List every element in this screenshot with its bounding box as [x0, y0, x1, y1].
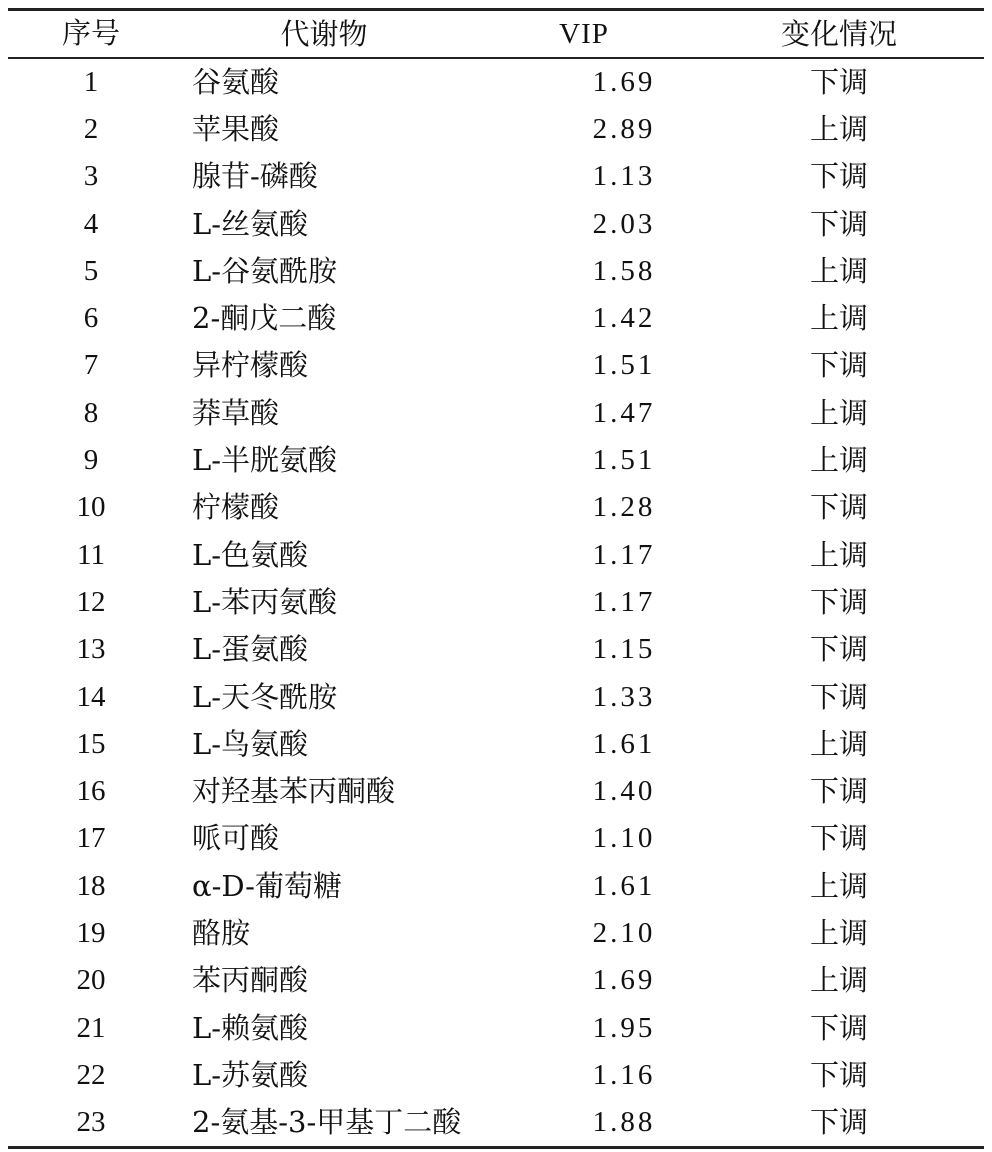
table-row: [8, 626, 984, 673]
cell-index: 17: [76, 822, 106, 855]
header-index: 序号: [61, 17, 120, 50]
cell-vip: 1.69: [592, 964, 656, 997]
cell-vip: 1.42: [592, 302, 656, 335]
cell-vip: 1.15: [592, 633, 656, 666]
table-row: [8, 484, 984, 531]
cell-change: 上调: [809, 111, 868, 146]
table-row: [8, 531, 984, 578]
cell-index: 7: [83, 349, 99, 382]
cell-metabolite: L-苏氨酸: [192, 1057, 309, 1092]
cell-change: 下调: [809, 1010, 868, 1045]
cell-index: 1: [83, 65, 99, 98]
cell-change: 下调: [809, 679, 868, 714]
cell-metabolite: 谷氨酸: [192, 64, 280, 99]
cell-metabolite: 莽草酸: [192, 395, 280, 430]
cell-change: 上调: [809, 726, 868, 761]
header-change: 变化情况: [780, 16, 897, 51]
table-row: [8, 579, 984, 626]
cell-change: 下调: [809, 348, 868, 383]
cell-change: 上调: [809, 301, 868, 336]
cell-index: 19: [76, 916, 106, 949]
table-row: [8, 200, 984, 247]
cell-metabolite: 苹果酸: [192, 111, 280, 146]
cell-vip: 1.17: [592, 585, 656, 618]
cell-change: 下调: [809, 1105, 868, 1140]
cell-vip: 1.69: [592, 65, 656, 98]
cell-index: 20: [76, 964, 106, 997]
cell-metabolite: 2-氨基-3-甲基丁二酸: [192, 1105, 462, 1140]
cell-metabolite: 对羟基苯丙酮酸: [192, 774, 396, 809]
table-row: [8, 390, 984, 437]
cell-index: 2: [83, 112, 99, 145]
cell-vip: 1.47: [592, 396, 656, 429]
cell-metabolite: L-赖氨酸: [192, 1010, 309, 1045]
cell-change: 下调: [809, 206, 868, 241]
table-row: [8, 768, 984, 815]
table-row: [8, 673, 984, 720]
cell-vip: 1.88: [592, 1106, 656, 1139]
table-row: [8, 106, 984, 153]
table-row: [8, 910, 984, 957]
cell-vip: 2.89: [592, 112, 656, 145]
cell-change: 上调: [809, 537, 868, 572]
cell-metabolite: 腺苷-磷酸: [192, 159, 318, 194]
cell-metabolite: L-色氨酸: [192, 537, 309, 572]
cell-metabolite: 哌可酸: [192, 821, 280, 856]
cell-vip: 1.10: [592, 822, 656, 855]
cell-change: 下调: [809, 632, 868, 667]
table-row: [8, 1004, 984, 1051]
cell-index: 22: [76, 1058, 106, 1091]
table-header-row: [8, 11, 984, 57]
cell-metabolite: 苯丙酮酸: [192, 963, 309, 998]
table-row: [8, 295, 984, 342]
cell-index: 21: [76, 1011, 106, 1044]
cell-metabolite: α-D-葡萄糖: [192, 868, 342, 903]
cell-vip: 1.16: [592, 1058, 656, 1091]
table-row: [8, 1052, 984, 1099]
cell-index: 15: [76, 727, 106, 760]
cell-metabolite: L-半胱氨酸: [192, 443, 338, 478]
cell-vip: 2.10: [592, 916, 656, 949]
cell-change: 下调: [809, 584, 868, 619]
cell-index: 23: [76, 1106, 106, 1139]
cell-index: 16: [76, 775, 106, 808]
header-vip: VIP: [559, 17, 609, 50]
cell-change: 下调: [809, 821, 868, 856]
cell-change: 上调: [809, 253, 868, 288]
cell-vip: 1.61: [592, 727, 656, 760]
table-bottom-rule: [8, 1146, 984, 1149]
cell-metabolite: L-鸟氨酸: [192, 726, 309, 761]
cell-index: 5: [83, 254, 99, 287]
cell-change: 下调: [809, 1057, 868, 1092]
cell-change: 下调: [809, 774, 868, 809]
metabolite-table: [8, 8, 984, 1149]
table-row: [8, 815, 984, 862]
cell-change: 下调: [809, 64, 868, 99]
cell-index: 3: [83, 160, 99, 193]
cell-vip: 1.33: [592, 680, 656, 713]
cell-change: 上调: [809, 443, 868, 478]
cell-metabolite: 柠檬酸: [192, 490, 280, 525]
cell-vip: 1.95: [592, 1011, 656, 1044]
header-name: 代谢物: [280, 16, 368, 51]
cell-change: 上调: [809, 395, 868, 430]
cell-metabolite: L-苯丙氨酸: [192, 584, 338, 619]
cell-vip: 1.61: [592, 869, 656, 902]
cell-index: 9: [83, 444, 99, 477]
cell-vip: 1.51: [592, 444, 656, 477]
cell-index: 6: [83, 302, 99, 335]
cell-change: 上调: [809, 868, 868, 903]
table-row: [8, 342, 984, 389]
table-row: [8, 1099, 984, 1146]
cell-metabolite: L-天冬酰胺: [192, 679, 338, 714]
cell-change: 下调: [809, 159, 868, 194]
cell-change: 上调: [809, 915, 868, 950]
cell-index: 8: [83, 396, 99, 429]
cell-change: 下调: [809, 490, 868, 525]
table-row: [8, 153, 984, 200]
table-row: [8, 59, 984, 106]
cell-index: 12: [76, 585, 106, 618]
cell-metabolite: L-丝氨酸: [192, 206, 309, 241]
cell-vip: 1.17: [592, 538, 656, 571]
cell-metabolite: 酪胺: [192, 915, 251, 950]
table-row: [8, 863, 984, 910]
table-row: [8, 248, 984, 295]
cell-vip: 1.58: [592, 254, 656, 287]
cell-vip: 1.28: [592, 491, 656, 524]
table-body: [8, 59, 984, 1147]
cell-metabolite: L-谷氨酰胺: [192, 253, 338, 288]
cell-metabolite: L-蛋氨酸: [192, 632, 309, 667]
table-row: [8, 721, 984, 768]
cell-index: 13: [76, 633, 106, 666]
cell-vip: 1.40: [592, 775, 656, 808]
cell-index: 4: [83, 207, 99, 240]
table-row: [8, 437, 984, 484]
cell-vip: 2.03: [592, 207, 656, 240]
cell-index: 14: [76, 680, 106, 713]
cell-change: 上调: [809, 963, 868, 998]
table-row: [8, 957, 984, 1004]
cell-index: 18: [76, 869, 106, 902]
cell-index: 10: [76, 491, 106, 524]
cell-index: 11: [77, 538, 105, 571]
cell-metabolite: 2-酮戊二酸: [192, 301, 337, 336]
cell-vip: 1.51: [592, 349, 656, 382]
cell-vip: 1.13: [592, 160, 656, 193]
cell-metabolite: 异柠檬酸: [192, 348, 309, 383]
